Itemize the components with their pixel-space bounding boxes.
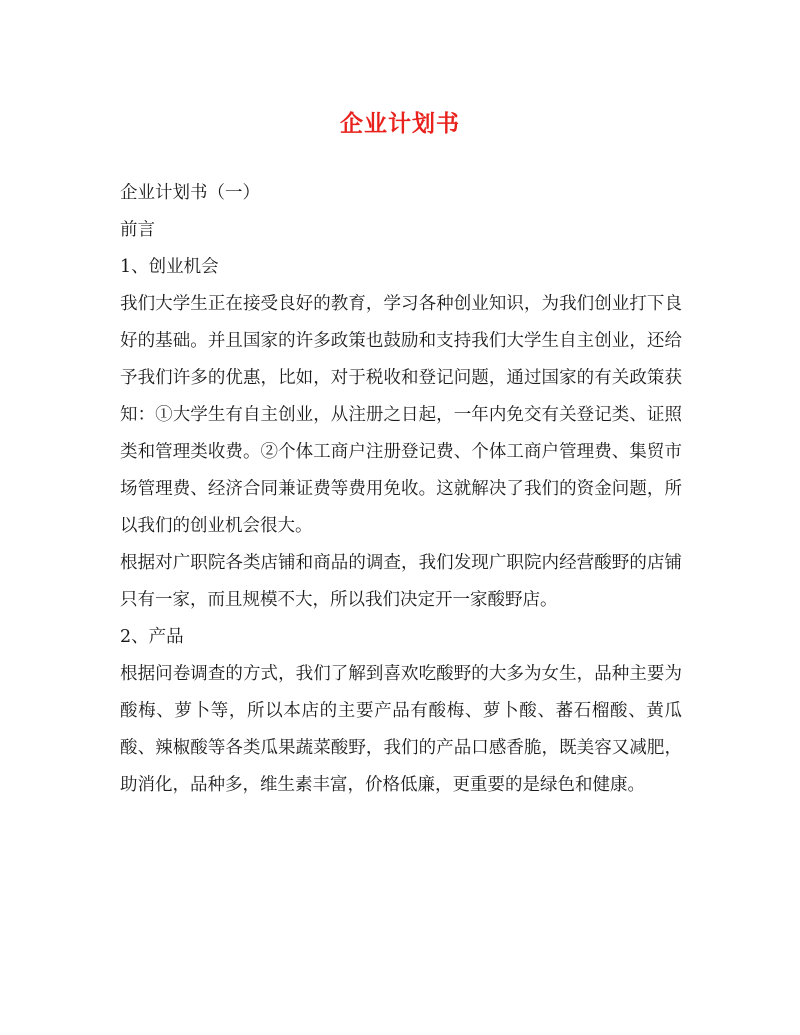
section-heading-preface: 前言: [120, 220, 155, 240]
document-body: [120, 175, 682, 804]
paragraph-survey: 根据对广职院各类店铺和商品的调查，我们发现广职院内经营酸野的店铺只有一家，而且规模不大，所以我们决定开一家酸野店。: [120, 553, 682, 610]
section-heading-product: 2、产品: [120, 627, 184, 647]
paragraph-opportunity: 我们大学生正在接受良好的教育，学习各种创业知识，为我们创业打下良好的基础。并且国家的许多政策也鼓励和支持我们大学生自主创业，还给予我们许多的优惠，比如，对于税收和登记问题，通过国家的有关政策获知：①大学生有自主创业，从注册之日起，一年内免交有关登记类、证照类和管理类收费。②个体工商户注册登记费、个体工商户管理费、集贸市场管理费、经济合同兼证费等费用免收。这就解决了我们的资金问题，所以我们的创业机会很大。: [120, 294, 682, 536]
section-heading-plan-one: 企业计划书（一）: [120, 183, 260, 203]
section-heading-opportunity: 1、创业机会: [120, 257, 219, 277]
document-title: 企业计划书: [340, 110, 460, 137]
paragraph-product: 根据问卷调查的方式，我们了解到喜欢吃酸野的大多为女生，品种主要为酸梅、萝卜等，所以本店的主要产品有酸梅、萝卜酸、蕃石榴酸、黄瓜酸、辣椒酸等各类瓜果蔬菜酸野，我们的产品口感香脆，既美容又减肥，助消化，品种多，维生素丰富，价格低廉，更重要的是绿色和健康。: [120, 664, 682, 795]
